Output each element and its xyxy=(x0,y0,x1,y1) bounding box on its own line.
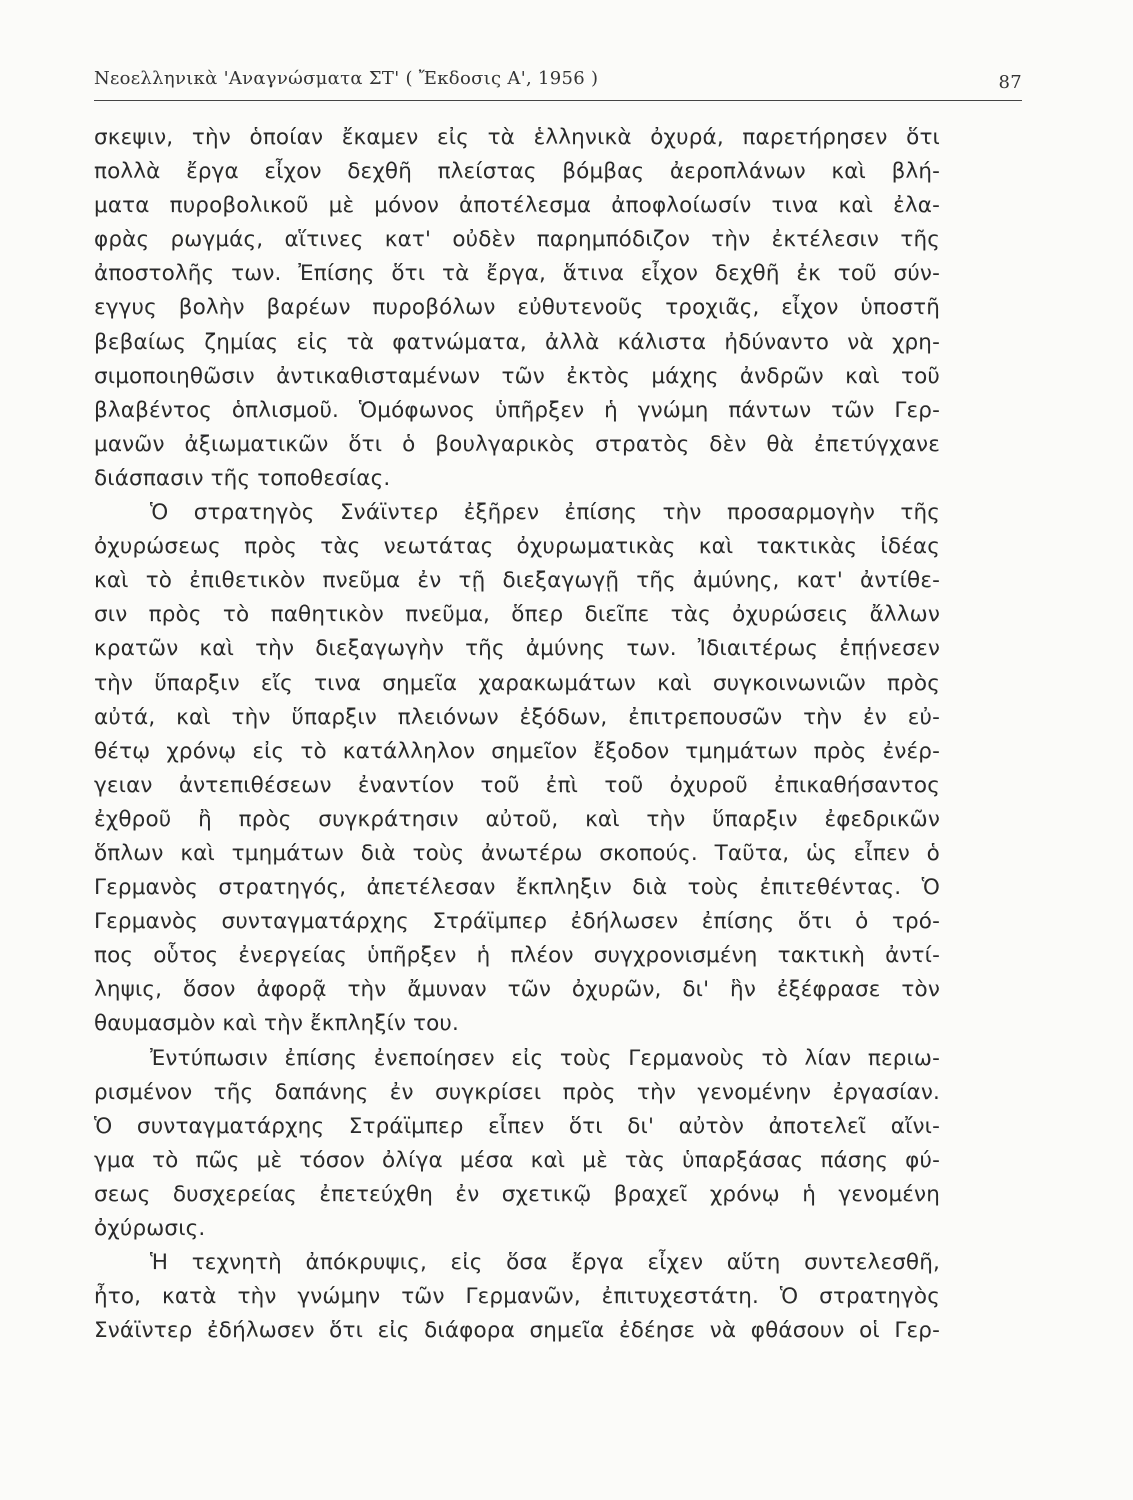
text-line: σεως δυσχερείας ἐπετεύχθη ἐν σχετικῷ βραχεῖ χρόνῳ ἡ γενομένη xyxy=(94,1181,940,1207)
paragraph-first-line: Ὁ στρατηγὸς Σνάϊντερ ἐξῆρεν ἐπίσης τὴν προσαρμογὴν τῆς xyxy=(150,500,940,526)
text-line: ματα πυροβολικοῦ μὲ μόνον ἀποτέλεσμα ἀποφλοίωσίν τινα καὶ ἐλα- xyxy=(94,193,940,219)
text-line: φρὰς ρωγμάς, αἵτινες κατ' οὐδὲν παρημπόδιζον τὴν ἐκτέλεσιν τῆς xyxy=(94,227,940,253)
text-line: πολλὰ ἔργα εἶχον δεχθῆ πλείστας βόμβας ἀεροπλάνων καὶ βλή- xyxy=(94,159,940,185)
text-line: ἐχθροῦ ἢ πρὸς συγκράτησιν αὐτοῦ, καὶ τὴν ὕπαρξιν ἐφεδρικῶν xyxy=(94,806,940,832)
text-line: Γερμανὸς συνταγματάρχης Στράϊμπερ ἐδήλωσεν ἐπίσης ὅτι ὁ τρό- xyxy=(94,909,940,935)
text-line: μανῶν ἀξιωματικῶν ὅτι ὁ βουλγαρικὸς στρατὸς δὲν θὰ ἐπετύγχανε xyxy=(94,431,940,457)
text-line: αὐτά, καὶ τὴν ὕπαρξιν πλειόνων ἐξόδων, ἐπιτρεπουσῶν τὴν ἐν εὐ- xyxy=(94,704,940,730)
text-line: διάσπασιν τῆς τοποθεσίας. xyxy=(94,465,391,491)
book-title: Νεοελληνικὰ 'Αναγνώσματα ΣΤ' ( Ἔκδοσις Α', 1956 ) xyxy=(94,68,599,89)
header-rule xyxy=(94,100,1022,101)
text-line: θέτῳ χρόνῳ εἰς τὸ κατάλληλον σημεῖον ἔξοδον τμημάτων πρὸς ἐνέρ- xyxy=(94,738,940,764)
text-line: θαυμασμὸν καὶ τὴν ἔκπληξίν του. xyxy=(94,1011,460,1037)
text-line: βεβαίως ζημίας εἰς τὰ φατνώματα, ἀλλὰ κάλιστα ἠδύναντο νὰ χρη- xyxy=(94,329,940,355)
text-line: σκεψιν, τὴν ὁποίαν ἔκαμεν εἰς τὰ ἑλληνικὰ ὀχυρά, παρετήρησεν ὅτι xyxy=(94,125,940,150)
text-line: εγγυς βολὴν βαρέων πυροβόλων εὐθυτενοῦς τροχιᾶς, εἶχον ὑποστῆ xyxy=(94,295,940,321)
text-line: Ὁ συνταγματάρχης Στράϊμπερ εἶπεν ὅτι δι' αὐτὸν ἀποτελεῖ αἴνι- xyxy=(94,1113,940,1139)
text-line: καὶ τὸ ἐπιθετικὸν πνεῦμα ἐν τῇ διεξαγωγῇ τῆς ἀμύνης, κατ' ἀντίθε- xyxy=(94,568,940,594)
page-number: 87 xyxy=(998,72,1022,93)
text-line: ρισμένον τῆς δαπάνης ἐν συγκρίσει πρὸς τὴν γενομένην ἐργασίαν. xyxy=(94,1079,940,1105)
text-line: σιμοποιηθῶσιν ἀντικαθισταμένων τῶν ἐκτὸς μάχης ἀνδρῶν καὶ τοῦ xyxy=(94,363,940,389)
text-line: γειαν ἀντεπιθέσεων ἐναντίον τοῦ ἐπὶ τοῦ ὀχυροῦ ἐπικαθήσαντος xyxy=(94,772,940,798)
text-line: ὅπλων καὶ τμημάτων διὰ τοὺς ἀνωτέρω σκοπούς. Ταῦτα, ὡς εἶπεν ὁ xyxy=(94,840,940,866)
text-line: Γερμανὸς στρατηγός, ἀπετέλεσαν ἔκπληξιν διὰ τοὺς ἐπιτεθέντας. Ὁ xyxy=(94,875,940,901)
paragraph-first-line: Ἐντύπωσιν ἐπίσης ἐνεποίησεν εἰς τοὺς Γερμανοὺς τὸ λίαν περιω- xyxy=(150,1045,940,1071)
text-line: βλαβέντος ὁπλισμοῦ. Ὁμόφωνος ὑπῆρξεν ἡ γνώμη πάντων τῶν Γερ- xyxy=(94,397,940,423)
text-line: πος οὗτος ἐνεργείας ὑπῆρξεν ἡ πλέον συγχρονισμένη τακτικὴ ἀντί- xyxy=(94,943,940,969)
text-line: ὀχύρωσις. xyxy=(94,1216,206,1241)
text-line: γμα τὸ πῶς μὲ τόσον ὀλίγα μέσα καὶ μὲ τὰς ὑπαρξάσας πάσης φύ- xyxy=(94,1147,940,1173)
text-line: σιν πρὸς τὸ παθητικὸν πνεῦμα, ὅπερ διεῖπε τὰς ὀχυρώσεις ἄλλων xyxy=(94,602,940,628)
text-line: ἦτο, κατὰ τὴν γνώμην τῶν Γερμανῶν, ἐπιτυχεστάτη. Ὁ στρατηγὸς xyxy=(94,1284,940,1310)
body-text xyxy=(94,121,940,1348)
text-line: κρατῶν καὶ τὴν διεξαγωγὴν τῆς ἀμύνης των. Ἰδιαιτέρως ἐπῄνεσεν xyxy=(94,636,940,662)
text-line: ληψις, ὅσον ἀφορᾷ τὴν ἄμυναν τῶν ὀχυρῶν, δι' ἣν ἐξέφρασε τὸν xyxy=(94,977,940,1003)
text-line: Σνάϊντερ ἐδήλωσεν ὅτι εἰς διάφορα σημεῖα ἐδέησε νὰ φθάσουν οἱ Γερ- xyxy=(94,1318,940,1344)
paragraph-first-line: Ἡ τεχνητὴ ἀπόκρυψις, εἰς ὅσα ἔργα εἶχεν αὕτη συντελεσθῆ, xyxy=(150,1250,940,1276)
text-line: τὴν ὕπαρξιν εἴς τινα σημεῖα χαρακωμάτων καὶ συγκοινωνιῶν πρὸς xyxy=(94,670,940,696)
text-line: ἀποστολῆς των. Ἐπίσης ὅτι τὰ ἔργα, ἅτινα εἶχον δεχθῆ ἐκ τοῦ σύν- xyxy=(94,261,940,287)
text-line: ὀχυρώσεως πρὸς τὰς νεωτάτας ὀχυρωματικὰς καὶ τακτικὰς ἰδέας xyxy=(94,534,940,560)
running-header xyxy=(94,62,1022,96)
